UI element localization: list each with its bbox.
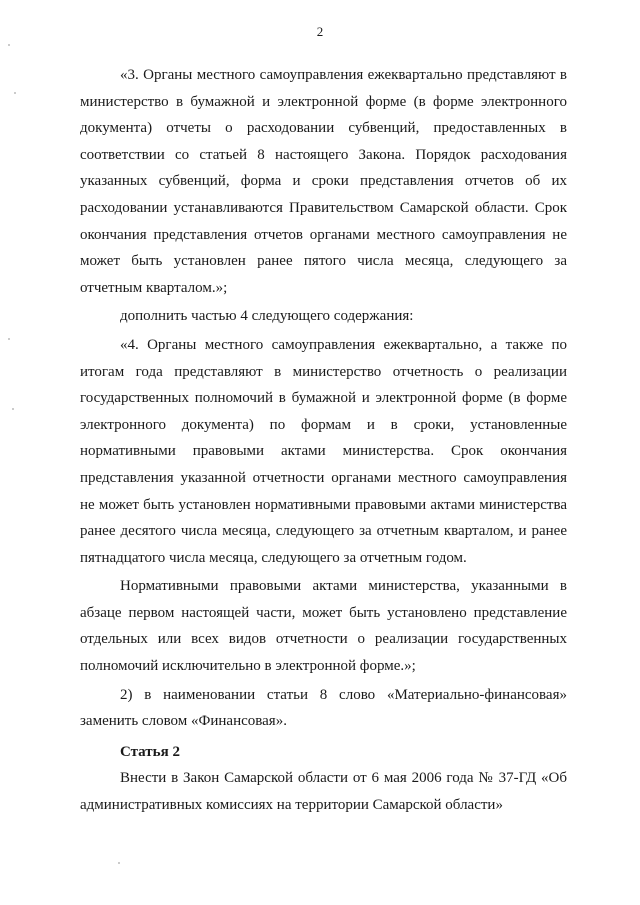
article-heading: Статья 2	[120, 743, 180, 760]
paragraph-article-2: Внести в Закон Самарской области от 6 мая 2006 года № 37-ГД «Об административных комиссиях на территории Самарской области»	[80, 770, 567, 814]
scan-speck	[12, 408, 14, 410]
paragraph-part-3: «3. Органы местного самоуправления ежеквартально представляют в министерство в бумажной и электронной форме (в форме электронного документа) отчеты о расходовании субвенций, предоставленных в соответствии со статьей 8 настоящего Закона. Порядок расходования указанных субвенций, форма и сроки представления отчетов об их расходовании устанавливаются Правительством Самарской области. Срок окончания представления отчетов органами местного самоуправления не может быть установлен ранее пятого числа месяца, следующего за отчетным кварталом.»;	[80, 67, 567, 296]
paragraph-normative-acts: Нормативными правовыми актами министерства, указанными в абзаце первом настоящей части, может быть установлено представление отдельных или всех видов отчетности о реализации государственных полномочий исключительно в электронной форме.»;	[80, 578, 567, 675]
paragraph-part-4: «4. Органы местного самоуправления ежеквартально, а также по итогам года представляют в министерство отчетность о реализации государственных полномочий в бумажной и электронной форме (в форме электронного документа) по формам и в сроки, установленные нормативными правовыми актами министерства. Срок окончания представления указанной отчетности органами местного самоуправления не может быть установлен нормативными правовыми актами министерства ранее десятого числа месяца, следующего за отчетным кварталом, и ранее пятнадцатого числа месяца, следующего за отчетным годом.	[80, 336, 567, 566]
scan-speck	[118, 862, 120, 864]
page-number: 2	[316, 24, 324, 39]
scan-speck	[8, 44, 10, 46]
document-body	[80, 62, 567, 819]
scan-speck	[14, 92, 16, 94]
paragraph-item-2: 2) в наименовании статьи 8 слово «Материально-финансовая» заменить словом «Финансовая».	[80, 686, 567, 730]
paragraph-add-part-4: дополнить частью 4 следующего содержания:	[120, 308, 414, 325]
scan-speck	[8, 338, 10, 340]
